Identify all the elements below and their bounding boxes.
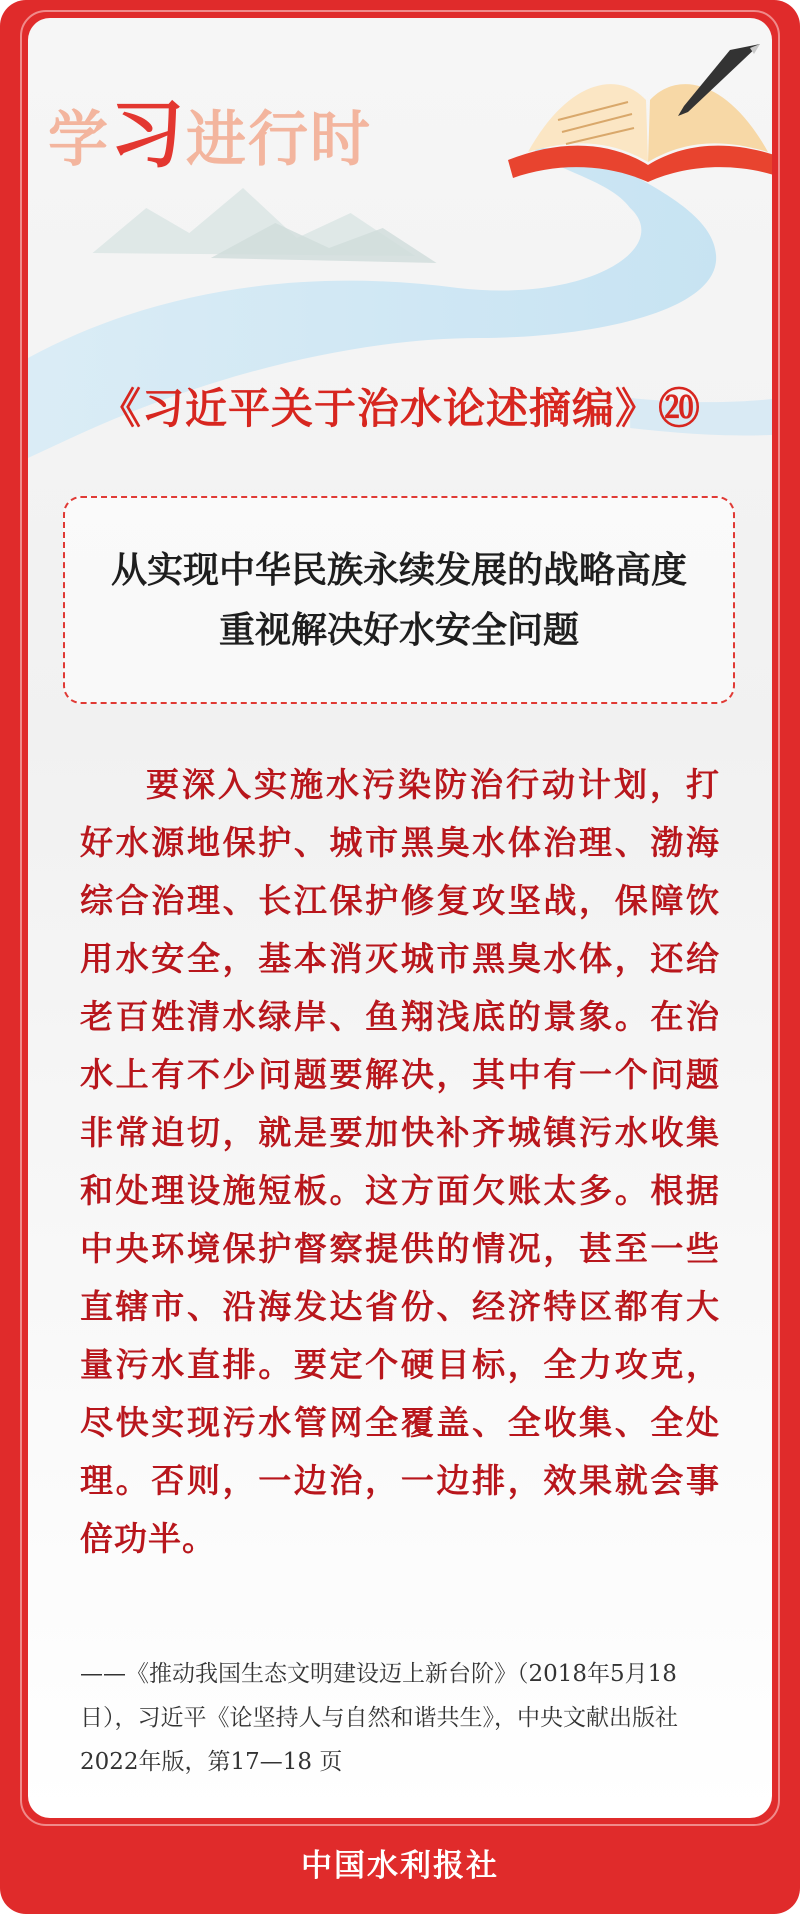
open-book-pen-illustration — [498, 40, 772, 190]
publisher-footer: 中国水利报社 — [301, 1848, 499, 1884]
source-citation: ——《推动我国生态文明建设迈上新台阶》（2018年5月18日），习近平《论坚持人与自然和谐共生》，中央文献出版社2022年版，第17—18 页 — [80, 1661, 678, 1775]
quote-body: 要深入实施水污染防治行动计划，打好水源地保护、城市黑臭水体治理、渤海综合治理、长江保护修复攻坚战，保障饮用水安全，基本消灭城市黑臭水体，还给老百姓清水绿岸、鱼翔浅底的景象。在治水上有不少问题要解决，其中有一个问题非常迫切，就是要加快补齐城镇污水收集和处理设施短板。这方面欠账太多。根据中央环境保护督察提供的情况，甚至一些直辖市、沿海发达省份、经济特区都有大量污水直排。要定个硬目标，全力攻克，尽快实现污水管网全覆盖、全收集、全处理。否则，一边治，一边排，效果就会事倍功半。 — [80, 765, 720, 1558]
series-title: 《习近平关于治水论述摘编》⑳ — [98, 384, 701, 433]
headline-line-2: 重视解决好水安全问题 — [218, 609, 579, 651]
mountain-river-illustration — [28, 138, 772, 498]
logo-char-highlight: 习 — [110, 92, 186, 178]
logo-char: 学 — [48, 105, 110, 175]
headline-line-1: 从实现中华民族永续发展的战略高度 — [110, 549, 687, 591]
headline-box — [63, 496, 735, 704]
column-logo — [48, 76, 372, 182]
logo-rest: 进行时 — [186, 105, 372, 175]
